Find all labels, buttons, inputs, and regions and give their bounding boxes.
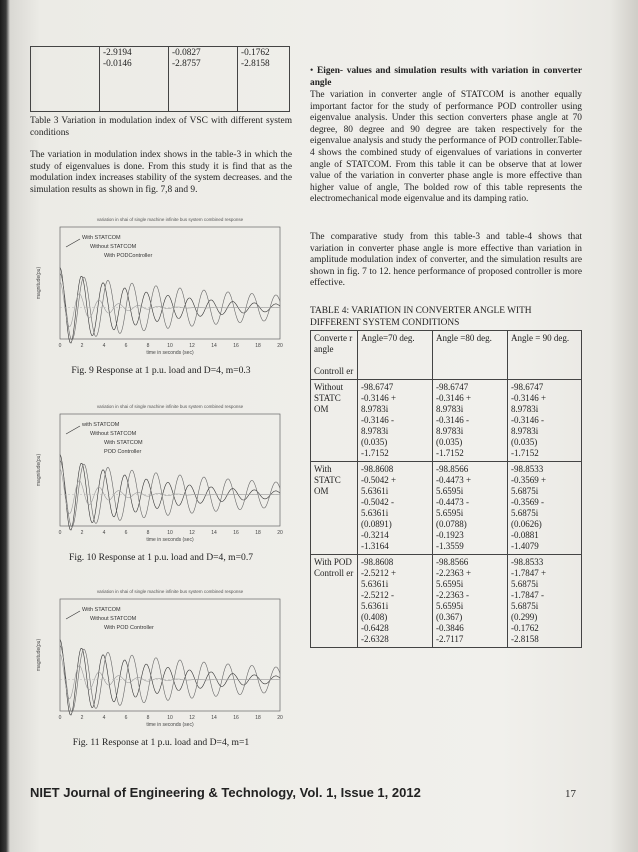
table-cell: -98.6747 -0.3146 + 8.9783i -0.3146 - 8.9783i (0.035) -1.7152 — [358, 380, 433, 462]
x-tick-label: 20 — [277, 715, 283, 721]
table-cell: -98.8533 -0.3569 + 5.6875i -0.3569 - 5.6875i (0.0626) -0.0881 -1.4079 — [508, 462, 582, 555]
table-cell: -98.8608 -0.5042 + 5.6361i -0.5042 - 5.6361i (0.0891) -0.3214 -1.3164 — [358, 462, 433, 555]
x-axis-label: time in seconds (sec) — [146, 537, 194, 543]
x-tick-label: 12 — [189, 715, 195, 721]
response-curve — [60, 640, 280, 716]
x-tick-label: 4 — [102, 343, 106, 349]
table-cell: -98.8608 -2.5212 + 5.6361i -2.5212 - 5.6361i (0.408) -0.6428 -2.6328 — [358, 555, 433, 648]
legend-label: With STATCOM — [82, 235, 121, 241]
x-tick-label: 4 — [102, 530, 106, 536]
table-cell: Without STATC OM — [311, 380, 358, 462]
response-curve — [60, 461, 280, 527]
plot-title: variation in shai of single machine infinite bus system combined response — [96, 404, 244, 409]
table-cell: -98.6747 -0.3146 + 8.9783i -0.3146 - 8.9783i (0.035) -1.7152 — [508, 380, 582, 462]
legend-label: With STATCOM — [104, 440, 143, 446]
figure-9 — [30, 213, 292, 376]
y-axis-label: magnitude(pu) — [36, 638, 42, 672]
figure-caption: Fig. 10 Response at 1 p.u. load and D=4, m=0.7 — [68, 552, 254, 563]
x-tick-label: 2 — [80, 343, 84, 349]
legend-arrow — [66, 426, 80, 434]
table3 — [30, 46, 290, 112]
table-cell: -98.8566 -2.2363 + 5.6595i -2.2363 - 5.6595i (0.367) -0.3846 -2.7117 — [433, 555, 508, 648]
table-cell: -0.1762 -2.8158 — [238, 47, 290, 112]
left-paragraph: The variation in modulation index shows in the table-3 in which the study of eigenvalues is done. From this study it is find that as the modulation index increases stability of the system decreases. and the simulation results as shown in fig. 7,8 and 9. — [30, 150, 292, 195]
legend-label: With PODController — [104, 253, 153, 259]
legend-label: Without STATCOM — [90, 616, 137, 622]
figure-9-plot — [30, 213, 292, 365]
table-header-cell: Angle =80 deg. — [433, 331, 508, 380]
x-tick-label: 10 — [167, 715, 173, 721]
figure-caption: Fig. 11 Response at 1 p.u. load and D=4, m=1 — [72, 737, 250, 748]
journal-footer: NIET Journal of Engineering & Technology, Vol. 1, Issue 1, 2012 — [30, 785, 421, 800]
x-tick-label: 14 — [211, 343, 217, 349]
x-tick-label: 6 — [124, 343, 128, 349]
table-row — [31, 47, 290, 112]
figure-11-plot — [30, 585, 292, 737]
table-header-cell: Angle=70 deg. — [358, 331, 433, 380]
legend-arrow — [66, 239, 80, 247]
response-curve — [60, 268, 280, 344]
x-tick-label: 20 — [277, 343, 283, 349]
heading-text: Eigen- values and simulation results with variation in converter angle — [310, 66, 583, 88]
x-tick-label: 18 — [255, 715, 261, 721]
response-curve — [60, 274, 280, 340]
page-number: 17 — [565, 788, 576, 800]
table-cell: -98.8566 -0.4473 + 5.6595i -0.4473 - 5.6595i (0.0788) -0.1923 -1.3559 — [433, 462, 508, 555]
legend-label: with STATCOM — [82, 422, 120, 428]
x-tick-label: 16 — [233, 715, 239, 721]
table-row — [311, 462, 582, 555]
x-tick-label: 2 — [80, 715, 84, 721]
y-axis-label: magnitude(pu) — [36, 453, 42, 487]
x-axis-label: time in seconds (sec) — [146, 722, 194, 728]
x-tick-label: 14 — [211, 530, 217, 536]
x-tick-label: 20 — [277, 530, 283, 536]
table-cell: With STATC OM — [311, 462, 358, 555]
plot-title: variation in shai of single machine infinite bus system combined response — [96, 589, 244, 594]
figure-10 — [30, 400, 292, 563]
legend-label: With POD Controller — [104, 625, 154, 631]
x-tick-label: 10 — [167, 530, 173, 536]
x-tick-label: 0 — [58, 715, 62, 721]
x-tick-label: 18 — [255, 343, 261, 349]
table-cell: With POD Controll er — [311, 555, 358, 648]
legend-label: Without STATCOM — [90, 431, 137, 437]
x-tick-label: 12 — [189, 343, 195, 349]
figure-caption: Fig. 9 Response at 1 p.u. load and D=4, m=0.3 — [71, 365, 251, 376]
x-tick-label: 4 — [102, 715, 106, 721]
legend-label: POD Controller — [104, 449, 142, 455]
section-heading — [310, 66, 582, 89]
x-tick-label: 18 — [255, 530, 261, 536]
x-tick-label: 2 — [80, 530, 84, 536]
response-curve — [60, 646, 280, 712]
x-tick-label: 8 — [146, 530, 150, 536]
response-curve — [60, 455, 280, 530]
figure-10-plot — [30, 400, 292, 552]
table-row — [311, 555, 582, 648]
legend-label: Without STATCOM — [90, 244, 137, 250]
y-axis-label: magnitude(pu) — [36, 266, 42, 300]
legend-label: With STATCOM — [82, 607, 121, 613]
plot-title: variation in shai of single machine infinite bus system combined response — [96, 217, 244, 222]
x-tick-label: 16 — [233, 343, 239, 349]
x-tick-label: 12 — [189, 530, 195, 536]
x-tick-label: 0 — [58, 530, 62, 536]
table3-caption: Table 3 Variation in modulation index of VSC with different system conditions — [30, 116, 292, 138]
right-paragraph-1: The variation in converter angle of STATCOM is another equally important factor for the study of performance POD controller using eigenvalue analysis. Under this section converters phase angle at 70 degree, 80 degree and 90 degree are taken respectively for the eigenvalue analysis and study the performance of POD controller.Table-4 shows the combined study of eigenvalues of variations in converter angle of STATCOM. From this table it can be observe that at lower value of the variation in converter phase angle is more effective than higher value of angle, The bolded row of this table represents the electromechanical mode eigenvalue and its damping ratio. — [310, 90, 582, 205]
table-header-cell: Angle = 90 deg. — [508, 331, 582, 380]
table4 — [310, 330, 582, 648]
table-cell: -98.6747 -0.3146 + 8.9783i -0.3146 - 8.9783i (0.035) -1.7152 — [433, 380, 508, 462]
figure-11 — [30, 585, 292, 748]
table-header-row — [311, 331, 582, 380]
x-tick-label: 16 — [233, 530, 239, 536]
x-tick-label: 0 — [58, 343, 62, 349]
table-row — [311, 380, 582, 462]
table-cell: -2.9194 -0.0146 — [100, 47, 169, 112]
x-tick-label: 6 — [124, 530, 128, 536]
x-tick-label: 8 — [146, 715, 150, 721]
x-tick-label: 6 — [124, 715, 128, 721]
x-tick-label: 10 — [167, 343, 173, 349]
legend-arrow — [66, 611, 80, 619]
table4-caption: TABLE 4: VARIATION IN CONVERTER ANGLE WITH DIFFERENT SYSTEM CONDITIONS — [310, 306, 532, 328]
x-tick-label: 14 — [211, 715, 217, 721]
right-paragraph-2: The comparative study from this table-3 and table-4 shows that variation in converter phase angle is more effective than variation in amplitude modulation index of converter, and the simulation results are shown in fig. 7 to 12. hence performance of proposed controller is more effective. — [310, 232, 582, 289]
x-tick-label: 8 — [146, 343, 150, 349]
table-header-cell: Converte r angle Controll er — [311, 331, 358, 380]
bullet-icon: • — [310, 66, 314, 76]
table-cell — [31, 47, 100, 112]
table-cell: -0.0827 -2.8757 — [169, 47, 238, 112]
table-cell: -98.8533 -1.7847 + 5.6875i -1.7847 - 5.6875i (0.299) -0.1762 -2.8158 — [508, 555, 582, 648]
x-axis-label: time in seconds (sec) — [146, 350, 194, 356]
